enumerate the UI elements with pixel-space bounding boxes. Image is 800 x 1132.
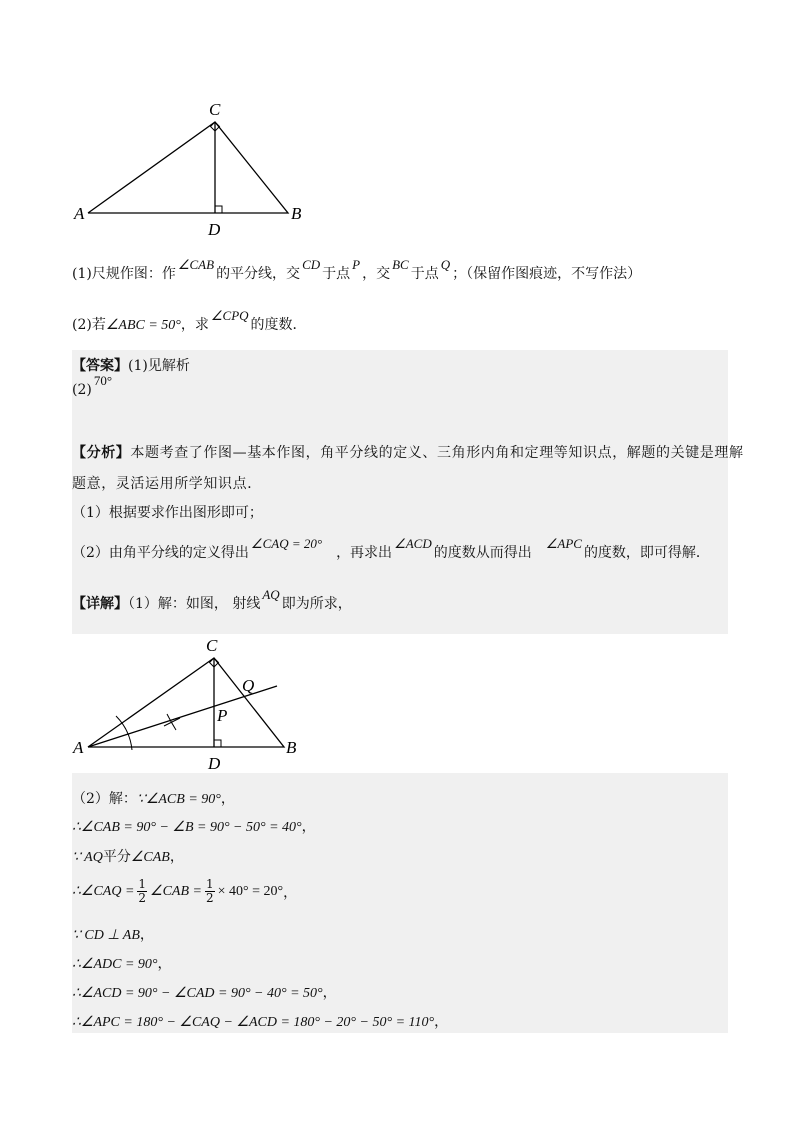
fig2-label-p: P bbox=[217, 706, 228, 725]
question-1: (1)尺规作图：作∠CAB的平分线，交CD于点P，交BC于点Q；（保留作图痕迹，不写作法） bbox=[72, 257, 642, 282]
analysis-step-1: （1）根据要求作出图形即可； bbox=[72, 505, 263, 521]
label-d: D bbox=[208, 220, 221, 239]
label-b: B bbox=[291, 204, 302, 223]
solution-line-6: ∴∠ADC = 90°， bbox=[72, 956, 172, 972]
answer-line-2: (2)70° bbox=[72, 373, 113, 398]
solution-line-4: ∴∠CAQ = $\frac{1}{2}$ ∠CAB = $\frac{1}{2}$ × 40° = 20° ， bbox=[72, 877, 298, 905]
solution-line-3: ∵ AQ平分∠CAB， bbox=[72, 849, 184, 865]
fig2-label-c: C bbox=[206, 636, 218, 655]
fraction-half-1: $\frac{1}{2}$ bbox=[138, 877, 147, 905]
fraction-half-2: $\frac{1}{2}$ bbox=[206, 877, 214, 905]
fig2-label-q: Q bbox=[242, 676, 255, 695]
solution-line-5: ∵ CD ⊥ AB， bbox=[72, 927, 154, 943]
label-c: C bbox=[209, 100, 221, 119]
fig2-label-b: B bbox=[286, 738, 297, 757]
solution-line-8: ∴∠APC = 180° − ∠CAQ − ∠ACD = 180° − 20° − 50° = 110°， bbox=[72, 1014, 449, 1030]
question-2: (2)若∠ABC = 50°，求∠CPQ的度数． bbox=[72, 308, 307, 333]
analysis-step-2: （2）由角平分线的定义得出∠CAQ = 20°，再求出∠ACD的度数从而得出∠APC的度数，即可得解． bbox=[72, 536, 710, 561]
label-a: A bbox=[74, 204, 85, 223]
solution-line-1: （2）解：∵∠ACB = 90°， bbox=[72, 791, 235, 807]
fig2-label-a: A bbox=[73, 738, 84, 757]
solution-line-7: ∴∠ACD = 90° − ∠CAD = 90° − 40° = 50°， bbox=[72, 985, 337, 1001]
detail-intro: 【详解】（1）解：如图， 射线AQ即为所求， bbox=[72, 587, 352, 612]
analysis-line-2: 题意，灵活运用所学知识点． bbox=[72, 476, 262, 492]
solution-line-2: ∴∠CAB = 90° − ∠B = 90° − 50° = 40°， bbox=[72, 819, 316, 835]
triangle-figure-1 bbox=[60, 95, 330, 240]
fig2-label-d: D bbox=[208, 754, 221, 773]
analysis-line-1: 【分析】本题考查了作图—基本作图，角平分线的定义、三角形内角和定理等知识点，解题的关键是理解 bbox=[72, 445, 744, 461]
triangle-figure-2 bbox=[72, 634, 300, 773]
answer-line-1: 【答案】(1)见解析 bbox=[72, 358, 190, 374]
